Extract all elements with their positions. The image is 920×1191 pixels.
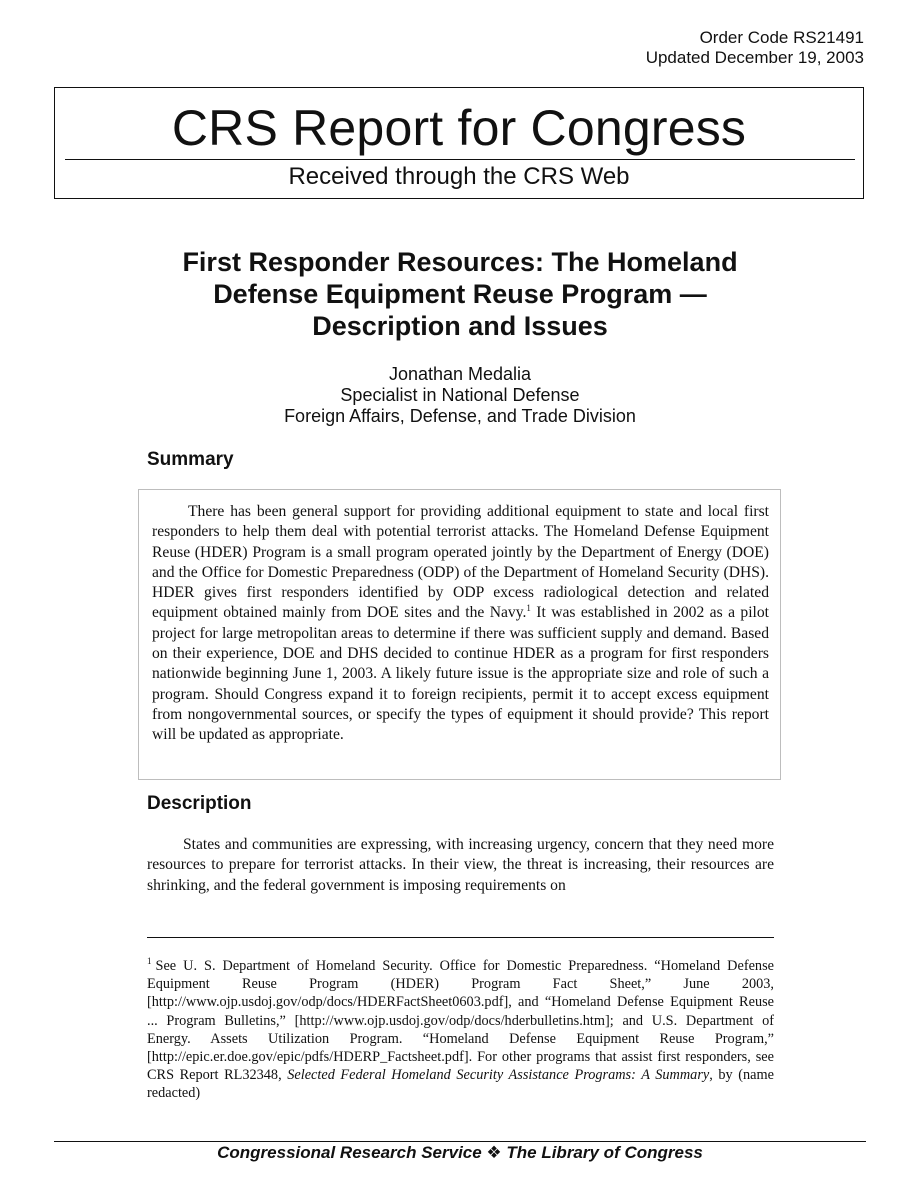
- author-name: Jonathan Medalia: [388, 364, 532, 384]
- footnote-text: See U. S. Department of Homeland Security. Office for Domestic Preparedness. “Homeland Defense Equipment Reuse Program (HDER) Program Fact Sheet,” June 2003, [http://www.ojp.usdoj.gov/odp/docs/HDERFactSheet0603.pdf], and “Homeland Defense Equipment Reuse ... Program Bulletins,” [http://www.ojp.usdoj.gov/odp/docs/hderbulletins.htm]; and U.S. Department of Energy. Assets Utilization Program. “Homeland Defense Equipment Reuse Program,” [http://epic.er.doe.gov/epic/pdfs/HDERP_Factsheet.pdf]. For other programs that assist first responders, see CRS Report RL32348,: [147, 958, 774, 1084]
- masthead-divider: [65, 159, 855, 160]
- summary-text-part1: There has been general support for providing additional equipment to state and local first responders to help them deal with potential terrorist attacks. The Homeland Defense Equipment Reuse (HDER) Program is a small program operated jointly by the Department of Energy (DOE) and the Office for Domestic Preparedness (ODP) of the Department of Homeland Security (DHS). HDER gives first responders identified by ODP excess radiological detection and related equipment obtained mainly from DOE sites and the Navy.: [152, 503, 769, 622]
- footnote-divider: [147, 937, 774, 938]
- description-paragraph: States and communities are expressing, with increasing urgency, concern that they need more resources to prepare for terrorist attacks. In their view, the threat is increasing, their resources are shrinking, and the federal government is imposing requirements on: [147, 836, 774, 894]
- masthead: [54, 87, 864, 199]
- summary-text-part2: It was established in 2002 as a pilot project for large metropolitan areas to determine if there was sufficient supply and demand. Based on their experience, DOE and DHS decided to continue HDER as a program for first responders nationwide beginning June 1, 2003. A likely future issue is the appropriate size and role of such a program. Should Congress expand it to foreign recipients, permit it to accept excess equipment from nongovernmental sources, or specify the types of equipment it should provide? This report will be updated as appropriate.: [152, 604, 769, 744]
- report-title-line: Defense Equipment Reuse Program —: [213, 279, 707, 309]
- updated-date: Updated December 19, 2003: [645, 48, 864, 67]
- report-title-line: Description and Issues: [312, 311, 608, 341]
- footnote-text-end: , by (name redacted): [147, 1067, 774, 1102]
- summary-paragraph: [152, 502, 769, 746]
- author-division: Foreign Affairs, Defense, and Trade Division: [284, 406, 636, 426]
- order-code: Order Code RS21491: [699, 28, 864, 47]
- footer-divider: [54, 1141, 866, 1142]
- description-heading: Description: [147, 793, 252, 814]
- summary-box: [138, 489, 781, 780]
- footnote-marker: 1: [147, 956, 152, 967]
- author-title: Specialist in National Defense: [340, 385, 580, 405]
- author-block: [120, 364, 800, 427]
- footnote-cited-title: Selected Federal Homeland Security Assistance Programs: A Summary: [287, 1067, 710, 1084]
- order-code-block: [646, 28, 864, 68]
- summary-heading: Summary: [147, 449, 234, 470]
- masthead-title: CRS Report for Congress: [171, 100, 747, 156]
- report-title: [120, 246, 800, 342]
- footnote: [147, 957, 774, 1103]
- masthead-subtitle: Received through the CRS Web: [288, 163, 630, 190]
- footnote-reference[interactable]: 1: [526, 603, 531, 614]
- footer-text: Congressional Research Service ❖ The Library of Congress: [217, 1143, 703, 1162]
- report-title-line: First Responder Resources: The Homeland: [182, 247, 738, 277]
